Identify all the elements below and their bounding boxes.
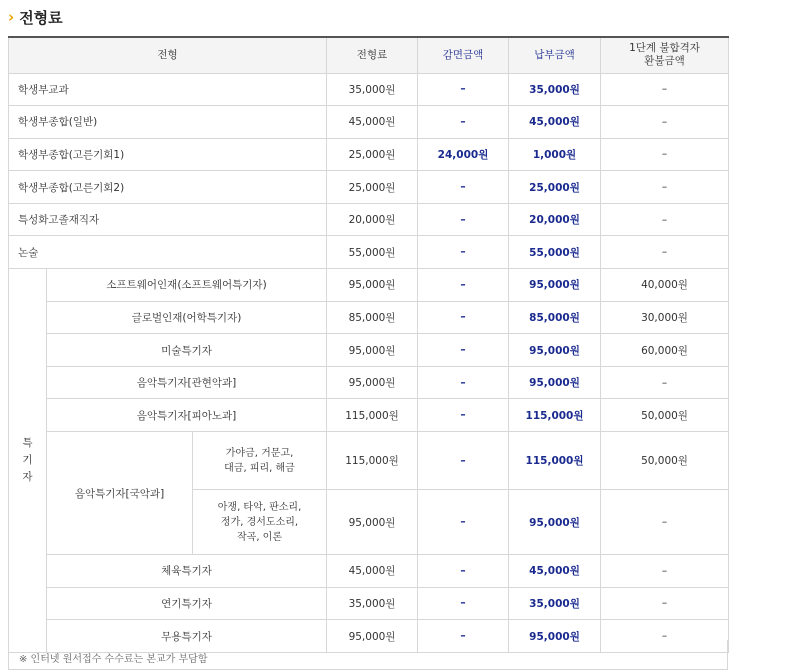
header-fee: 전형료 — [327, 37, 418, 73]
type-cell: 무용특기자 — [47, 620, 327, 653]
table-row — [9, 106, 729, 139]
fee-cell: 95,000원 — [327, 366, 418, 399]
payment-cell: 115,000원 — [509, 432, 601, 490]
payment-cell: 25,000원 — [509, 171, 601, 204]
refund-cell: 40,000원 — [601, 269, 729, 302]
fee-cell: 95,000원 — [327, 334, 418, 367]
refund-cell: – — [601, 555, 729, 588]
table-row — [9, 236, 729, 269]
fee-cell: 20,000원 — [327, 203, 418, 236]
fee-cell: 115,000원 — [327, 399, 418, 432]
discount-cell: – — [418, 269, 509, 302]
payment-cell: 85,000원 — [509, 301, 601, 334]
type-cell: 음악특기자[피아노과] — [47, 399, 327, 432]
fee-cell: 95,000원 — [327, 269, 418, 302]
footnote: ※ 인터넷 원서접수 수수료는 본교가 부담함 — [8, 640, 728, 670]
payment-cell: 95,000원 — [509, 490, 601, 555]
refund-cell: 60,000원 — [601, 334, 729, 367]
type-cell: 체육특기자 — [47, 555, 327, 588]
fee-cell: 85,000원 — [327, 301, 418, 334]
discount-cell: – — [418, 106, 509, 139]
payment-cell: 95,000원 — [509, 366, 601, 399]
type-cell: 학생부교과 — [9, 73, 327, 106]
table-row — [9, 269, 729, 302]
discount-cell: – — [418, 171, 509, 204]
refund-cell: 50,000원 — [601, 399, 729, 432]
type-cell: 소프트웨어인재(소프트웨어특기자) — [47, 269, 327, 302]
refund-cell: – — [601, 138, 729, 171]
payment-cell: 1,000원 — [509, 138, 601, 171]
fee-cell: 115,000원 — [327, 432, 418, 490]
discount-cell: – — [418, 490, 509, 555]
chevron-right-icon: › — [8, 8, 15, 26]
type-cell: 글로벌인재(어학특기자) — [47, 301, 327, 334]
header-discount: 감면금액 — [418, 37, 509, 73]
refund-cell: – — [601, 171, 729, 204]
special-category-label: 특 기 자 — [9, 269, 47, 653]
discount-cell: – — [418, 203, 509, 236]
payment-cell: 35,000원 — [509, 73, 601, 106]
discount-cell: – — [418, 587, 509, 620]
type-cell: 연기특기자 — [47, 587, 327, 620]
discount-cell: – — [418, 334, 509, 367]
table-row — [9, 399, 729, 432]
refund-cell: – — [601, 490, 729, 555]
type-cell: 논술 — [9, 236, 327, 269]
refund-cell: – — [601, 587, 729, 620]
discount-cell: – — [418, 620, 509, 653]
discount-cell: – — [418, 555, 509, 588]
fee-cell: 35,000원 — [327, 587, 418, 620]
refund-cell: – — [601, 620, 729, 653]
table-row — [9, 432, 729, 490]
header-refund-line2: 환불금액 — [644, 55, 685, 68]
refund-cell: – — [601, 106, 729, 139]
table-header-row — [9, 37, 729, 73]
discount-cell: – — [418, 73, 509, 106]
discount-cell: 24,000원 — [418, 138, 509, 171]
payment-cell: 45,000원 — [509, 555, 601, 588]
table-row — [9, 203, 729, 236]
fee-cell: 25,000원 — [327, 171, 418, 204]
refund-cell: – — [601, 73, 729, 106]
type-cell: 미술특기자 — [47, 334, 327, 367]
payment-cell: 20,000원 — [509, 203, 601, 236]
refund-cell: – — [601, 203, 729, 236]
discount-cell: – — [418, 432, 509, 490]
discount-cell: – — [418, 399, 509, 432]
fee-cell: 45,000원 — [327, 555, 418, 588]
instrument-detail-cell: 아쟁, 타악, 판소리, 정가, 경서도소리, 작곡, 이론 — [193, 490, 327, 555]
header-payment: 납부금액 — [509, 37, 601, 73]
fee-table — [8, 36, 729, 653]
table-row — [9, 587, 729, 620]
payment-cell: 35,000원 — [509, 587, 601, 620]
payment-cell: 95,000원 — [509, 620, 601, 653]
table-row — [9, 171, 729, 204]
type-cell: 음악특기자[관현악과] — [47, 366, 327, 399]
table-row — [9, 366, 729, 399]
fee-cell: 35,000원 — [327, 73, 418, 106]
header-refund — [601, 37, 729, 73]
payment-cell: 115,000원 — [509, 399, 601, 432]
header-type: 전형 — [9, 37, 327, 73]
fee-cell: 95,000원 — [327, 620, 418, 653]
table-row — [9, 301, 729, 334]
payment-cell: 45,000원 — [509, 106, 601, 139]
type-cell: 음악특기자[국악과] — [47, 432, 193, 555]
discount-cell: – — [418, 366, 509, 399]
payment-cell: 55,000원 — [509, 236, 601, 269]
refund-cell: – — [601, 236, 729, 269]
refund-cell: 30,000원 — [601, 301, 729, 334]
refund-cell: 50,000원 — [601, 432, 729, 490]
refund-cell: – — [601, 366, 729, 399]
type-cell: 학생부종합(고른기회1) — [9, 138, 327, 171]
table-row — [9, 73, 729, 106]
payment-cell: 95,000원 — [509, 334, 601, 367]
page-title: 전형료 — [19, 8, 63, 27]
section-header — [8, 6, 63, 28]
discount-cell: – — [418, 301, 509, 334]
fee-cell: 55,000원 — [327, 236, 418, 269]
payment-cell: 95,000원 — [509, 269, 601, 302]
table-row — [9, 334, 729, 367]
fee-cell: 25,000원 — [327, 138, 418, 171]
header-refund-line1: 1단계 불합격자 — [629, 42, 700, 55]
type-cell: 학생부종합(일반) — [9, 106, 327, 139]
discount-cell: – — [418, 236, 509, 269]
type-cell: 특성화고졸재직자 — [9, 203, 327, 236]
table-row — [9, 555, 729, 588]
fee-cell: 95,000원 — [327, 490, 418, 555]
table-row — [9, 138, 729, 171]
type-cell: 학생부종합(고른기회2) — [9, 171, 327, 204]
instrument-detail-cell: 가야금, 거문고, 대금, 피리, 해금 — [193, 432, 327, 490]
fee-cell: 45,000원 — [327, 106, 418, 139]
